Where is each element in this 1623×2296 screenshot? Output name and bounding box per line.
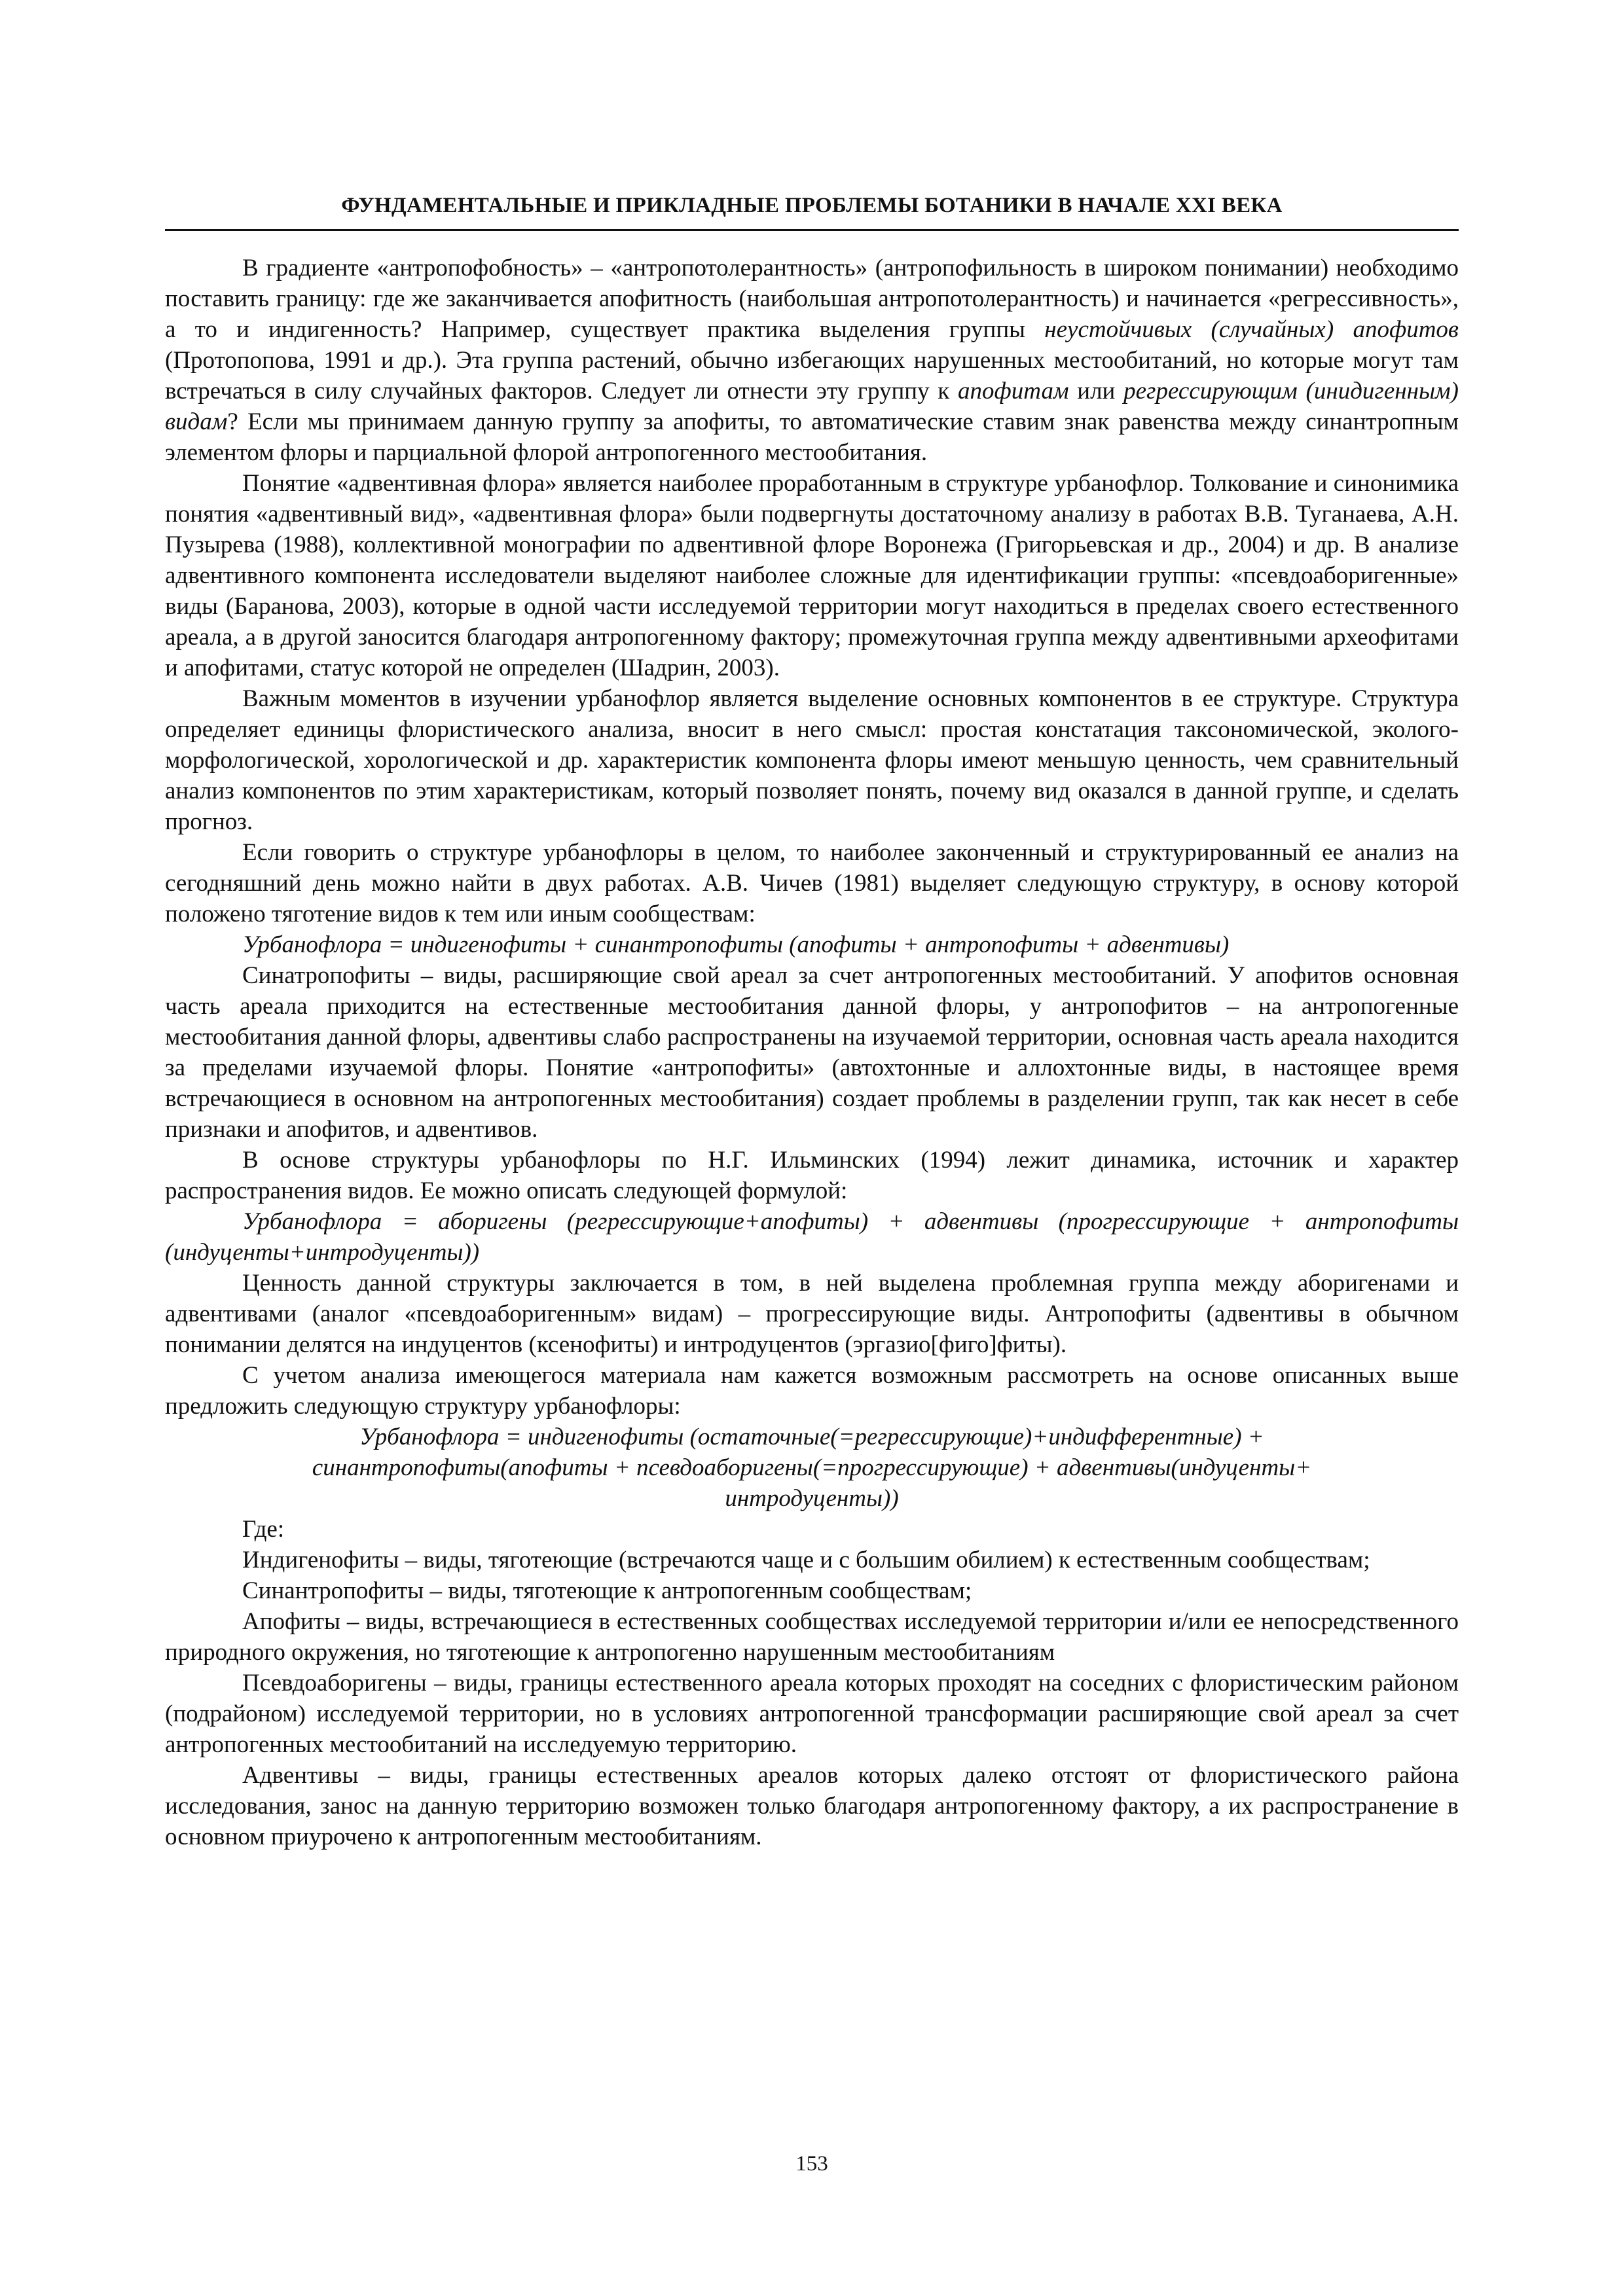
formula-line: интродуценты)) (725, 1485, 899, 1512)
paragraph-gradient (165, 253, 1459, 468)
paragraph-adventive-flora: Понятие «адвентивная флора» является наиболее проработанным в структуре урбанофлор. Толкование и синонимика понятия «адвентивный вид», «адвентивная флора» были подвергнуты достаточному анализу в работах В.В. Туганаева, А.Н. Пузырева (1988), коллективной монографии по адвентивной флоре Воронежа (Григорьевская и др., 2004) и др. В анализе адвентивного компонента исследователи выделяют наиболее сложные для идентификации группы: «псевдоаборигенные» виды (Баранова, 2003), которые в одной части исследуемой территории могут находиться в пределах своего естественного ареала, а в другой заносится благодаря антропогенному фактору; промежуточная группа между адвентивными археофитами и апофитами, статус которой не определен (Шадрин, 2003). (165, 470, 1459, 681)
paragraph-where: Где: (242, 1516, 285, 1543)
italic-term: регрессирующим (инидигенным) видам (165, 378, 1459, 435)
formula-chichev: Урбанофлора = индигенофиты + синантропофиты (апофиты + антропофиты + адвентивы) (242, 931, 1230, 958)
text-run: ? Если мы принимаем данную группу за апофиты, то автоматические ставим знак равенства между синантропным элементом флоры и парциальной флорой антропогенного местообитания. (165, 408, 1459, 466)
paragraph-structure-components: Важным моментов в изучении урбанофлор является выделение основных компонентов в ее структуре. Структура определяет единицы флористического анализа, вносит в него смысл: простая констатация таксономической, эколого-морфологической, хорологической и др. характеристик компонента флоры имеют меньшую ценность, чем сравнительный анализ компонентов по этим характеристикам, который позволяет понять, почему вид оказался в данной группе, и сделать прогноз. (165, 685, 1459, 835)
definition-adventives: Адвентивы – виды, границы естественных ареалов которых далеко отстоят от флористического района исследования, занос на данную территорию возможен только благодаря антропогенному фактору, а их распространение в основном приурочено к антропогенным местообитаниям. (165, 1762, 1459, 1850)
formula-line: Урбанофлора = индигенофиты (остаточные(=регрессирующие)+индифферентные) + (359, 1424, 1264, 1450)
formula-proposed (165, 1422, 1459, 1514)
header-rule (165, 229, 1459, 231)
body-text (165, 253, 1459, 1852)
formula-line: синантропофиты(апофиты + псевдоаборигены(=прогрессирующие) + адвентивы(индуценты+ (312, 1454, 1312, 1481)
paragraph-value-structure: Ценность данной структуры заключается в том, в ней выделена проблемная группа между аборигенами и адвентивами (аналог «псевдоаборигенным» видам) – прогрессирующие виды. Антропофиты (адвентивы в обычном понимании делятся на индуцентов (ксенофиты) и интродуцентов (эргазио[фиго]фиты). (165, 1270, 1459, 1358)
running-header: ФУНДАМЕНТАЛЬНЫЕ И ПРИКЛАДНЫЕ ПРОБЛЕМЫ БОТАНИКИ В НАЧАЛЕ XXI ВЕКА (341, 194, 1283, 217)
italic-term: неустойчивых (случайных) апофитов (1044, 316, 1459, 343)
paragraph-synanthropophytes: Синатропофиты – виды, расширяющие свой ареал за счет антропогенных местообитаний. У апофитов основная часть ареала приходится на естественные местообитания данной флоры, у антропофитов – на антропогенные местообитания данной флоры, адвентивы слабо распространены на изучаемой территории, основная часть ареала находится за пределами изучаемой флоры. Понятие «антропофиты» (автохтонные и аллохтонные виды, в настоящее время встречающиеся в основном на антропогенных местообитания) создает проблемы в разделении групп, так как несет в себе признаки и апофитов, и адвентивов. (165, 962, 1459, 1143)
text-run: или (1068, 378, 1124, 404)
definition-pseudoaborigines: Псевдоаборигены – виды, границы естественного ареала которых проходят на соседних с флористическим районом (подрайоном) исследуемой территории, но в условиях антропогенной трансформации расширяющие свой ареал за счет антропогенных местообитаний на исследуемую территорию. (165, 1670, 1459, 1758)
paragraph-ilminskikh: В основе структуры урбанофлоры по Н.Г. Ильминских (1994) лежит динамика, источник и характер распространения видов. Ее можно описать следующей формулой: (165, 1147, 1459, 1204)
italic-term: апофитам (958, 378, 1069, 404)
paragraph-structure-chichev: Если говорить о структуре урбанофлоры в целом, то наиболее законченный и структурированный ее анализ на сегодняшний день можно найти в двух работах. А.В. Чичев (1981) выделяет следующую структуру, в основу которой положено тяготение видов к тем или иным сообществам: (165, 839, 1459, 927)
paragraph-proposed-structure: С учетом анализа имеющегося материала нам кажется возможным рассмотреть на основе описанных выше предложить следующую структуру урбанофлоры: (165, 1362, 1459, 1420)
text-run: (Протопопова, 1991 и др.). Эта группа растений, обычно избегающих нарушенных местообитаний, но которые могут там встречаться в силу случайных факторов. Следует ли отнести эту группу к (165, 347, 1459, 404)
formula-ilminskikh: Урбанофлора = аборигены (регрессирующие+апофиты) + адвентивы (прогрессирующие + антропофиты (индуценты+интродуценты)) (165, 1208, 1459, 1266)
definition-indigenophytes: Индигенофиты – виды, тяготеющие (встречаются чаще и с большим обилием) к естественным сообществам; (242, 1547, 1370, 1573)
definition-apophytes: Апофиты – виды, встречающиеся в естественных сообществах исследуемой территории и/или ее непосредственного природного окружения, но тяготеющие к антропогенно нарушенным местообитаниям (165, 1608, 1459, 1666)
definition-synanthropophytes: Синантропофиты – виды, тяготеющие к антропогенным сообществам; (242, 1577, 972, 1604)
text-run: В градиенте «антропофобность» – «антропотолерантность» (антропофильность в широком понимании) необходимо поставить границу: где же заканчивается апофитность (наибольшая антропотолерантность) и начинается «регрессивность», а то и индигенность? Например, существует практика выделения группы (165, 255, 1459, 343)
page-number: 153 (795, 2152, 828, 2176)
